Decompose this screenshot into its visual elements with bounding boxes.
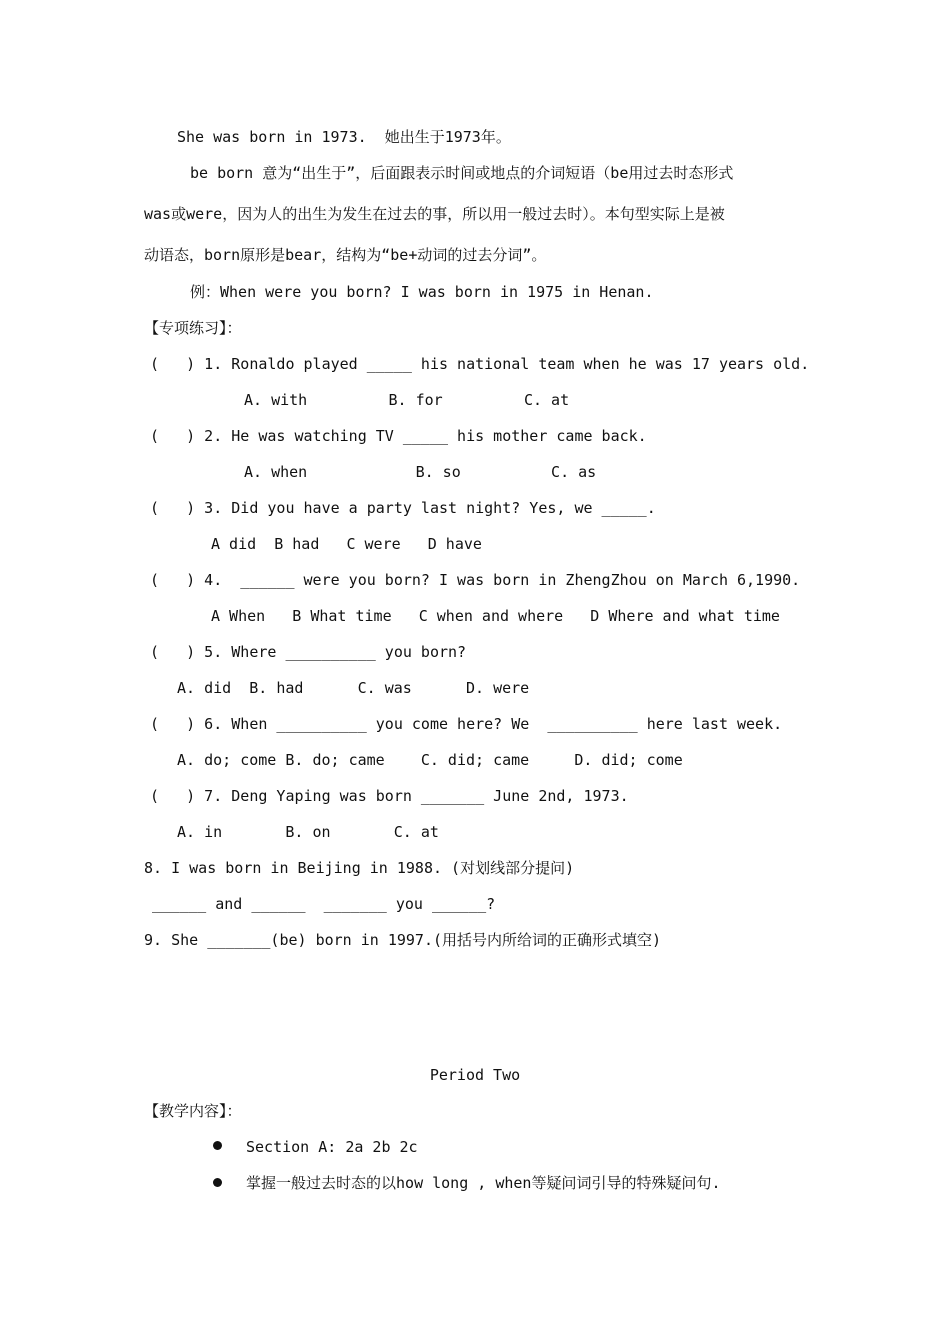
practice-heading: 【专项练习】： [144,319,242,337]
bullet-icon [213,1178,222,1187]
question-8-blanks: ______ and ______ _______ you ______? [152,895,496,913]
example-sentence: 例：When were you born? I was born in 1975 in Henan. [190,283,654,301]
question-3-options: A did B had C were D have [211,535,482,553]
question-4-options: A When B What time C when and where D Where and what time [211,607,780,625]
question-2: ( ) 2. He was watching TV _____ his mother came back. [150,427,647,445]
question-3: ( ) 3. Did you have a party last night? Yes, we _____. [150,499,656,517]
question-6-options: A. do; come B. do; came C. did; came D. did; come [177,751,683,769]
question-1: ( ) 1. Ronaldo played _____ his national team when he was 17 years old. [150,355,810,373]
period-title: Period Two [429,1066,521,1084]
question-8: 8. I was born in Beijing in 1988. (对划线部分提问) [144,859,575,877]
bullet-icon [213,1141,222,1150]
explanation-line-1: be born 意为“出生于”，后面跟表示时间或地点的介词短语（be用过去时态形式 [190,164,734,182]
question-2-options: A. when B. so C. as [244,463,597,481]
teaching-content-heading: 【教学内容】： [144,1102,242,1120]
question-7-options: A. in B. on C. at [177,823,439,841]
explanation-line-3: 动语态，born原形是bear，结构为“be+动词的过去分词”。 [144,246,547,264]
question-6: ( ) 6. When __________ you come here? We __________ here last week. [150,715,783,733]
question-4: ( ) 4. ______ were you born? I was born in ZhengZhou on March 6,1990. [150,571,801,589]
content-item-1: Section A: 2a 2b 2c [246,1138,418,1156]
question-5: ( ) 5. Where __________ you born? [150,643,467,661]
explanation-line-2: was或were，因为人的出生为发生在过去的事，所以用一般过去时）。本句型实际上是被 [144,205,725,223]
question-7: ( ) 7. Deng Yaping was born _______ June 2nd, 1973. [150,787,629,805]
question-9: 9. She _______(be) born in 1997.(用括号内所给词的正确形式填空) [144,931,662,949]
question-1-options: A. with B. for C. at [244,391,570,409]
content-item-2: 掌握一般过去时态的以how long , when等疑问词引导的特殊疑问句. [246,1174,721,1192]
question-5-options: A. did B. had C. was D. were [177,679,530,697]
intro-sentence: She was born in 1973. 她出生于1973年。 [177,128,511,146]
